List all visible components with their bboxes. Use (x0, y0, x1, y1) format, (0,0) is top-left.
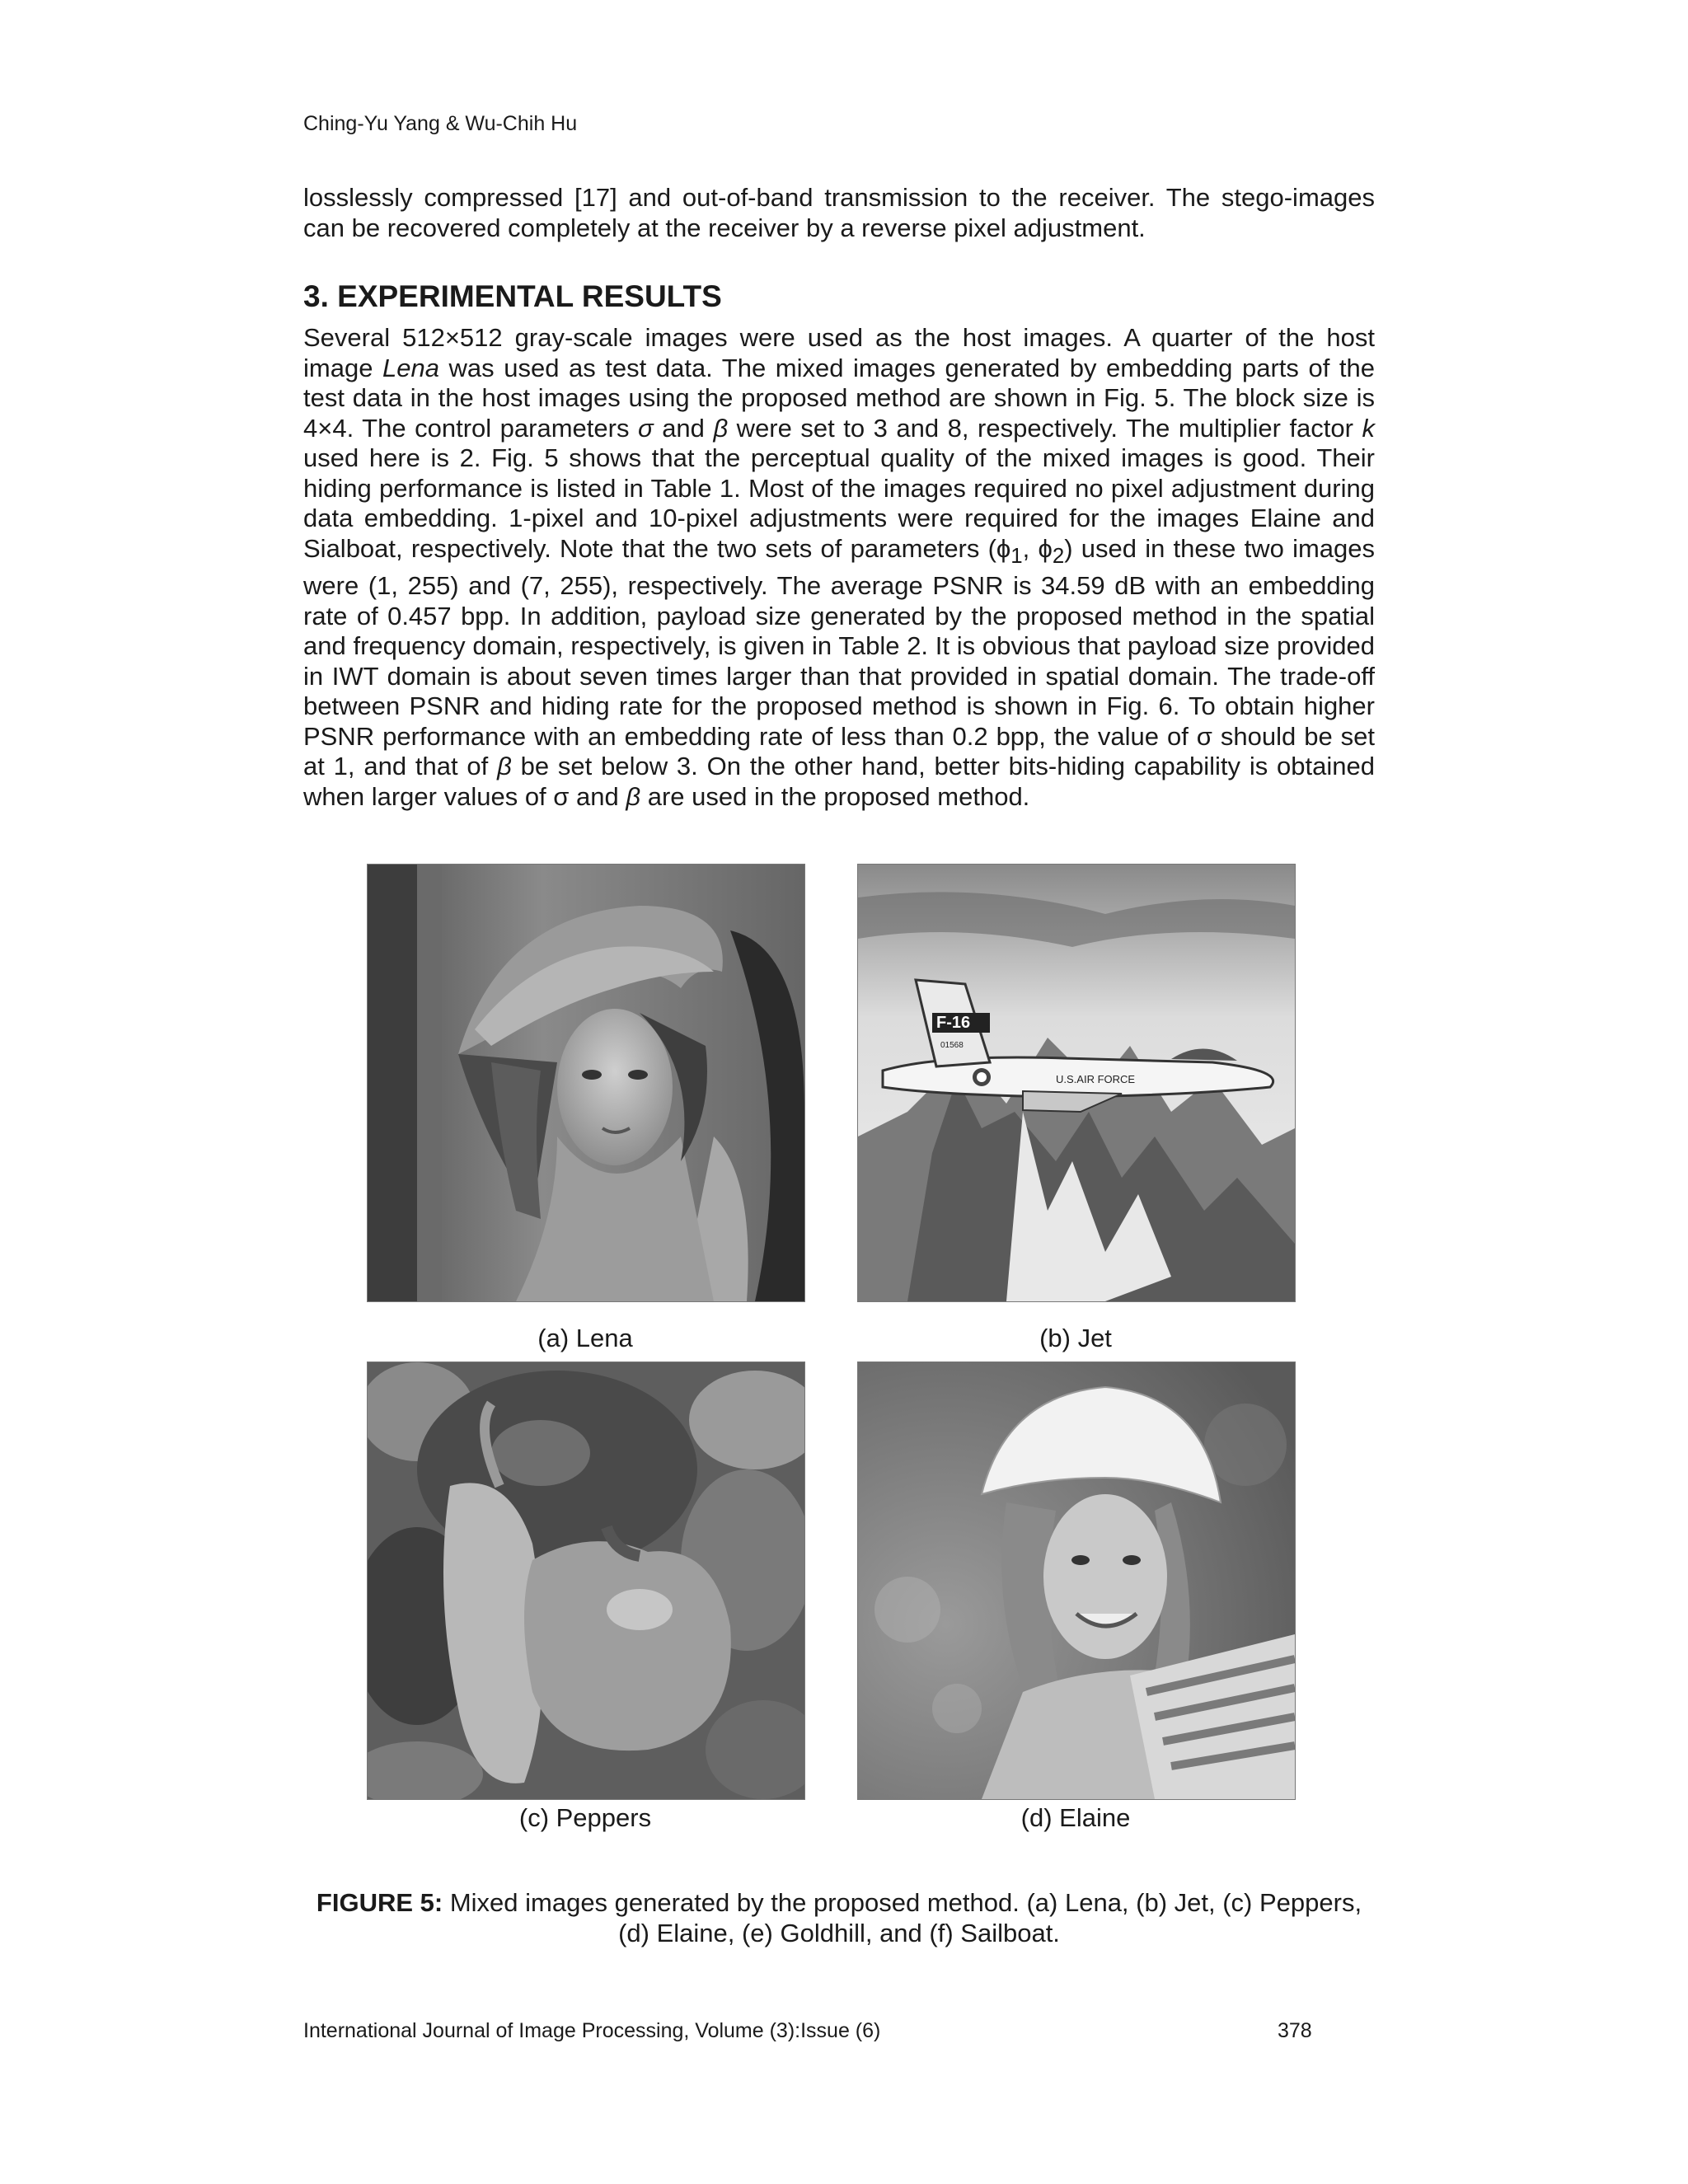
elaine-image (857, 1361, 1296, 1800)
intro-paragraph: losslessly compressed [17] and out-of-band transmission to the receiver. The stego-images can be recovered completely at the receiver by a reverse pixel adjustment. (303, 183, 1375, 242)
caption-d: (d) Elaine (1020, 1803, 1131, 1832)
caption-b: (b) Jet (1039, 1324, 1112, 1352)
footer-journal: International Journal of Image Processing, Volume (3):Issue (6) (303, 2019, 881, 2042)
jet-image (857, 864, 1296, 1302)
caption-a: (a) Lena (537, 1324, 633, 1352)
lena-image (367, 864, 805, 1302)
figure-caption: FIGURE 5: Mixed images generated by the proposed method. (a) Lena, (b) Jet, (c) Peppers, (d) Elaine, (e) Goldhill, and (f) Sailboat. (316, 1888, 1362, 1947)
results-paragraph: Several 512×512 gray-scale images were used as the host images. A quarter of the host image Lena was used as test data. The mixed images generated by embedding parts of the test data in the host images using the proposed method are shown in Fig. 5. The block size is 4×4. The control parameters σ and β were set to 3 and 8, respectively. The multiplier factor k used here is 2. Fig. 5 shows that the perceptual quality of the mixed images is good. Their hiding performance is listed in Table 1. Most of the images required no pixel adjustment during data embedding. 1-pixel and 10-pixel adjustments were required for the images Elaine and Sialboat, respectively. Note that the two sets of parameters ($\phi_1$, $\phi_2$) used in these two images were (1, 255) and (7, 255), respectively. The average PSNR is 34.59 dB with an embedding rate of 0.457 bpp. In addition, payload size generated by the proposed method in the spatial and frequency domain, respectively, is given in Table 2. It is obvious that payload size provided in IWT domain is about seven times larger than that provided in spatial domain. The trade-off between PSNR and hiding rate for the proposed method is shown in Fig. 6. To obtain higher PSNR performance with an embedding rate of less than 0.2 bpp, the value of σ should be set at 1, and that of β be set below 3. On the other hand, better bits-hiding capability is obtained when larger values of σ and β are used in the proposed method. (303, 323, 1376, 811)
jet-serial-text: 01568 (940, 1041, 964, 1050)
jet-tail-text: F-16 (936, 1014, 971, 1032)
section-heading: 3. EXPERIMENTAL RESULTS (303, 279, 722, 313)
figure-label: FIGURE 5: (316, 1888, 443, 1917)
jet-fuselage-text: U.S.AIR FORCE (1056, 1073, 1136, 1085)
peppers-image (367, 1361, 805, 1800)
footer-page-number: 378 (1278, 2019, 1312, 2042)
running-header: Ching-Yu Yang & Wu-Chih Hu (303, 112, 578, 135)
caption-c: (c) Peppers (518, 1803, 652, 1832)
